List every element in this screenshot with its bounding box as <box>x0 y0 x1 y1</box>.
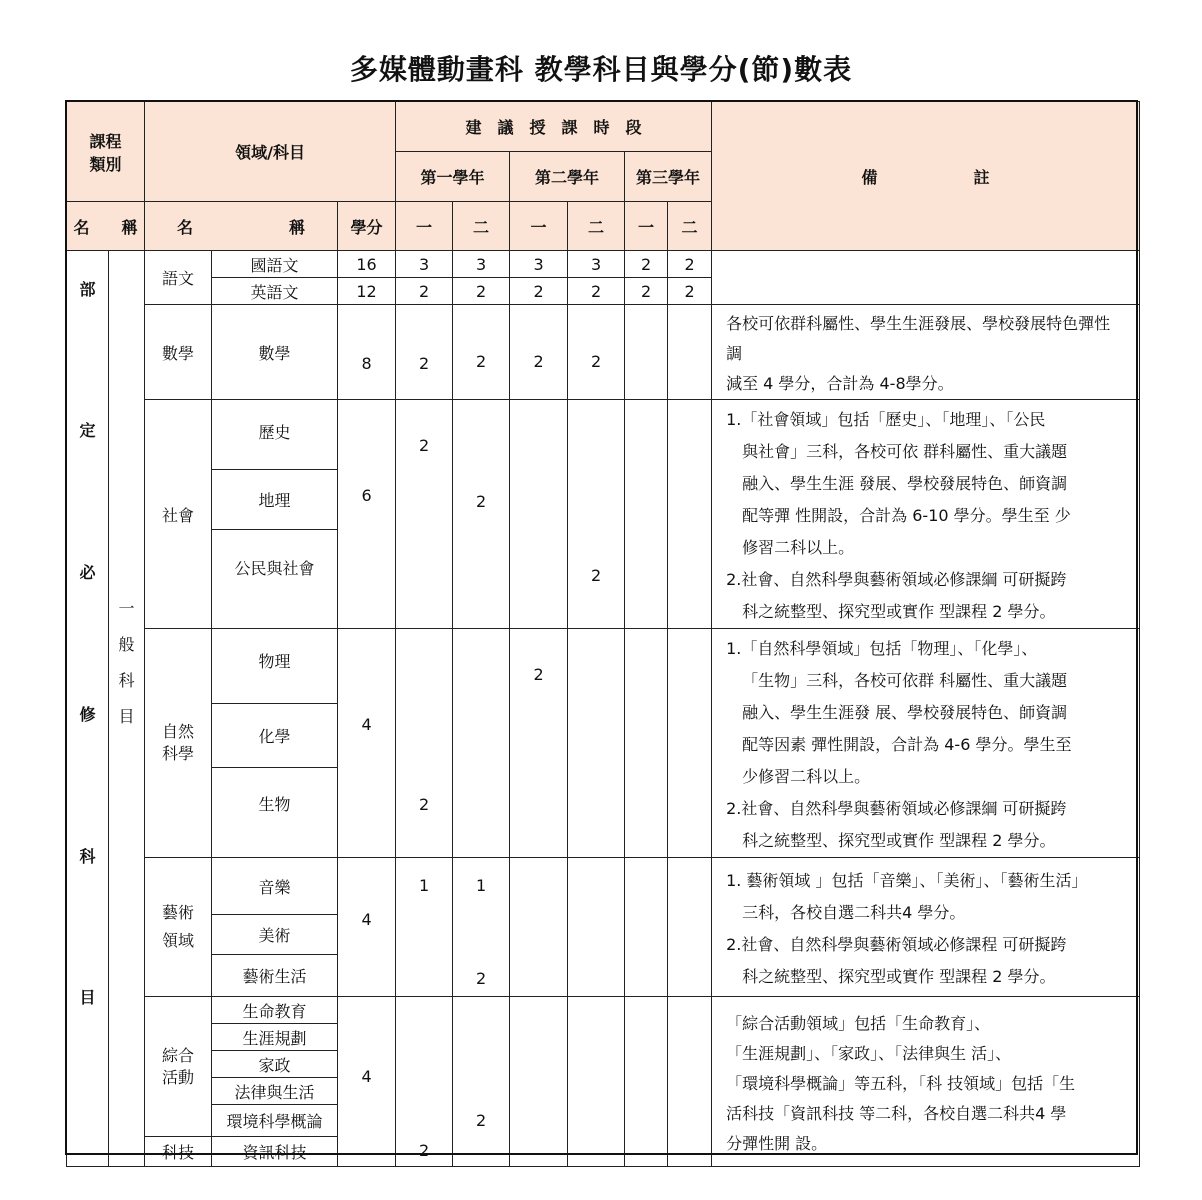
integrated-sem4 <box>568 997 625 1167</box>
name-header-left: 名 稱 <box>67 202 145 251</box>
remarks-science: 1.「自然科學領域」包括「物理」、「化學」、 「生物」三科，各校可依群 科屬性、重大議題 融入、學生生涯發 展、學校發展特色、師資調 配等因素 彈性開設，合計為 4-6 學分。學生至 少修習二科以上。 2.社會、自然科學與藝術領域必修課綱 可研擬跨 科之統整型、探究型或實作 型課程 2 學分。 <box>712 629 1140 858</box>
period-value: 3 <box>510 251 568 278</box>
science-sem5 <box>625 629 668 858</box>
arts-sem3 <box>510 858 568 997</box>
domain-subject-header: 領域/科目 <box>145 102 396 202</box>
integrated-sem3 <box>510 997 568 1167</box>
integrated-sem2: 2 <box>453 997 510 1167</box>
curriculum-table <box>66 101 1140 1167</box>
subject-fine-arts: 美術 <box>212 915 338 955</box>
social-sem4: 2 <box>568 400 625 629</box>
subject-biology: 生物 <box>212 768 338 858</box>
credits-integrated: 4 <box>338 997 396 1167</box>
arts-sem2: 1 2 <box>453 858 510 997</box>
period-value: 2 <box>396 305 453 400</box>
credits-chinese: 16 <box>338 251 396 278</box>
arts-sem6 <box>668 858 712 997</box>
period-value: 2 <box>668 251 712 278</box>
arts-sem1: 1 <box>396 858 453 997</box>
social-sem5 <box>625 400 668 629</box>
subject-geography: 地理 <box>212 470 338 530</box>
sem-header: 二 <box>453 202 510 251</box>
science-sem3: 2 <box>510 629 568 858</box>
period-value: 2 <box>625 278 668 305</box>
subject-home-economics: 家政 <box>212 1051 338 1078</box>
credits-social: 6 <box>338 400 396 629</box>
credits-english: 12 <box>338 278 396 305</box>
credits-arts: 4 <box>338 858 396 997</box>
credits-science: 4 <box>338 629 396 858</box>
remarks-header: 備 註 <box>712 102 1140 251</box>
period-value: 2 <box>510 278 568 305</box>
domain-tech: 科技 <box>145 1137 212 1167</box>
social-sem3 <box>510 400 568 629</box>
period-value: 2 <box>453 305 510 400</box>
domain-language: 語文 <box>145 251 212 305</box>
subject-life-education: 生命教育 <box>212 997 338 1024</box>
domain-science: 自然科學 <box>145 629 212 858</box>
year3-header: 第三學年 <box>625 152 712 202</box>
suggested-period-header: 建 議 授 課 時 段 <box>396 102 712 152</box>
subject-history: 歷史 <box>212 400 338 470</box>
required-label: 部 定 必 修 科 目 <box>67 251 109 1167</box>
category-header: 課程 類別 <box>67 102 145 202</box>
period-value: 3 <box>396 251 453 278</box>
period-value: 2 <box>453 278 510 305</box>
domain-math: 數學 <box>145 305 212 400</box>
integrated-sem5 <box>625 997 668 1167</box>
subject-civics: 公民與社會 <box>212 530 338 629</box>
subject-environmental-science: 環境科學概論 <box>212 1105 338 1137</box>
remarks-language <box>712 251 1140 305</box>
period-value: 2 <box>510 305 568 400</box>
integrated-sem6 <box>668 997 712 1167</box>
sem-header: 一 <box>625 202 668 251</box>
period-value <box>668 305 712 400</box>
remarks-integrated: 「綜合活動領域」包括「生命教育」、 「生涯規劃」、「家政」、「法律與生 活」、 「環境科學概論」等五科，「科 技領域」包括「生 活科技「資訊科技 等二科，各校自選二科共4 學 分彈性開 設。 <box>712 997 1140 1167</box>
general-subjects-label: 一 般 科 目 <box>109 251 145 1167</box>
period-value: 2 <box>625 251 668 278</box>
sem-header: 二 <box>568 202 625 251</box>
science-sem4 <box>568 629 625 858</box>
science-sem1: 2 <box>396 629 453 858</box>
credits-math: 8 <box>338 305 396 400</box>
sem-header: 二 <box>668 202 712 251</box>
subject-english: 英語文 <box>212 278 338 305</box>
subject-chinese: 國語文 <box>212 251 338 278</box>
sem-header: 一 <box>396 202 453 251</box>
remarks-arts: 1. 藝術領域 」包括「音樂」、「美術」、「藝術生活」 三科，各校自選二科共4 學分。 2.社會、自然科學與藝術領域必修課程 可研擬跨 科之統整型、探究型或實作 型課程 2 學分。 <box>712 858 1140 997</box>
period-value <box>625 305 668 400</box>
period-value: 3 <box>453 251 510 278</box>
science-sem2 <box>453 629 510 858</box>
subject-chemistry: 化學 <box>212 704 338 768</box>
period-value: 2 <box>568 305 625 400</box>
remarks-social: 1.「社會領域」包括「歷史」、「地理」、「公民 與社會」三科，各校可依 群科屬性、重大議題 融入、學生生涯 發展、學校發展特色、師資調 配等彈 性開設，合計為 6-10 學分。學生至 少 修習二科以上。 2.社會、自然科學與藝術領域必修課綱 可研擬跨 科之統整型、探究型或實作 型課程 2 學分。 <box>712 400 1140 629</box>
period-value: 3 <box>568 251 625 278</box>
integrated-sem1: 2 <box>396 997 453 1167</box>
subject-music: 音樂 <box>212 858 338 915</box>
domain-social: 社會 <box>145 400 212 629</box>
social-sem6 <box>668 400 712 629</box>
arts-sem4 <box>568 858 625 997</box>
year2-header: 第二學年 <box>510 152 625 202</box>
subject-law-life: 法律與生活 <box>212 1078 338 1105</box>
arts-sem5 <box>625 858 668 997</box>
subject-physics: 物理 <box>212 629 338 704</box>
science-sem6 <box>668 629 712 858</box>
subject-career-planning: 生涯規劃 <box>212 1024 338 1051</box>
social-sem1: 2 <box>396 400 453 629</box>
period-value: 2 <box>396 278 453 305</box>
period-value: 2 <box>568 278 625 305</box>
subject-math: 數學 <box>212 305 338 400</box>
sem-header: 一 <box>510 202 568 251</box>
credits-header: 學分 <box>338 202 396 251</box>
subject-info-tech: 資訊科技 <box>212 1137 338 1167</box>
period-value: 2 <box>668 278 712 305</box>
subject-art-life: 藝術生活 <box>212 955 338 997</box>
social-sem2: 2 <box>453 400 510 629</box>
domain-integrated: 綜合活動 <box>145 997 212 1137</box>
domain-arts: 藝術領域 <box>145 858 212 997</box>
page-title: 多媒體動畫科 教學科目與學分(節)數表 <box>349 53 853 86</box>
remarks-math: 各校可依群科屬性、學生生涯發展、學校發展特色彈性調 減至 4 學分，合計為 4-8學分。 <box>712 305 1140 400</box>
year1-header: 第一學年 <box>396 152 510 202</box>
name-header-mid: 名 稱 <box>145 202 338 251</box>
